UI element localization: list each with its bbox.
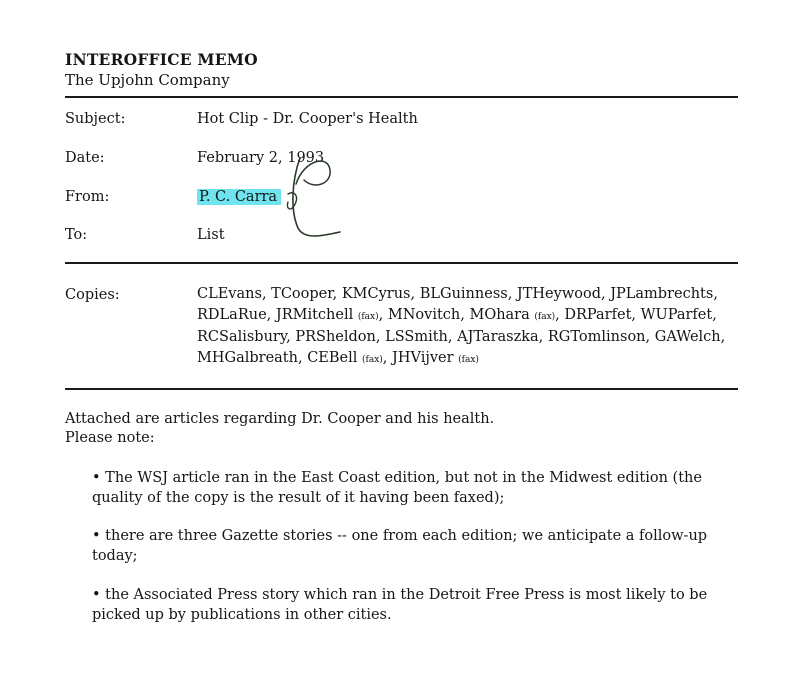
copy-recipient: CLEvans [197, 286, 262, 302]
fax-note: (fax) [534, 311, 556, 322]
from-value [197, 189, 281, 205]
copy-recipient: TCooper [271, 286, 333, 302]
copy-recipient: GAWelch [654, 329, 721, 345]
date-value: February 2, 1993 [197, 150, 325, 166]
fax-note: (fax) [458, 354, 479, 365]
copy-recipient: WUParfet [640, 306, 713, 323]
copy-recipient: MNovitch [387, 306, 461, 323]
copy-recipient: JTHeywood [516, 286, 601, 302]
from-name-highlight: P. C. Carra [197, 189, 281, 205]
copy-recipient: RDLaRue [197, 306, 267, 323]
copies-rule [65, 388, 738, 390]
intro-line-1: Attached are articles regarding Dr. Cooper and his health. [65, 411, 495, 427]
from-label: From: [65, 189, 110, 205]
copy-recipient: JHVijver [392, 349, 454, 366]
bullet-item-gazette: • there are three Gazette stories -- one from each edition; we anticipate a follow-up today; [92, 528, 708, 564]
to-label: To: [65, 227, 88, 243]
copy-recipient: JRMitchell [275, 306, 354, 323]
date-label: Date: [65, 150, 105, 166]
copy-recipient: RGTomlinson [547, 329, 646, 345]
fax-note: (fax) [362, 354, 383, 365]
copy-recipient: JPLambrechts [610, 286, 714, 302]
subject-value: Hot Clip - Dr. Cooper's Health [197, 111, 418, 127]
copy-recipient: DRParfet [564, 306, 632, 323]
copy-recipient: MHGalbreath [197, 349, 298, 366]
copy-recipient: CEBell [307, 349, 358, 366]
memo-title: INTEROFFICE MEMO [65, 50, 258, 69]
copy-recipient: KMCyrus [341, 286, 411, 302]
intro-line-2: Please note: [65, 430, 155, 446]
bullet-item-wsj: • The WSJ article ran in the East Coast edition, but not in the Midwest edition (the quality of the copy is the result of it having been faxed); [92, 470, 702, 506]
handwritten-signature [270, 150, 360, 245]
copy-recipient: RCSalisbury [197, 329, 287, 345]
company-name: The Upjohn Company [65, 71, 230, 89]
copy-recipient: MOhara [469, 306, 530, 323]
bullet-item-ap: • the Associated Press story which ran in the Detroit Free Press is most likely to be picked up by publications in other cities. [92, 587, 708, 623]
fields-rule [65, 262, 738, 264]
to-value: List [197, 227, 225, 243]
copy-recipient: BLGuinness [419, 286, 508, 302]
copy-recipient: PRSheldon [295, 329, 376, 345]
copies-list: CLEvans, TCooper, KMCyrus, BLGuinness, JTHeywood, JPLambrechts, RDLaRue, JRMitchell (fax), MNovitch, MOhara (fax), DRParfet, WUParfet, RCSalisbury, PRSheldon, LSSmith, AJTaraszka, RGTomlinson, GAWelch, MHGalbreath, CEBell (fax), JHVijver (fax) [197, 286, 726, 366]
fax-note: (fax) [357, 311, 379, 322]
header-rule [65, 96, 738, 98]
copy-recipient: LSSmith [385, 329, 448, 345]
copy-recipient: AJTaraszka [457, 329, 539, 345]
subject-label: Subject: [65, 111, 126, 127]
copies-label: Copies: [65, 287, 120, 303]
